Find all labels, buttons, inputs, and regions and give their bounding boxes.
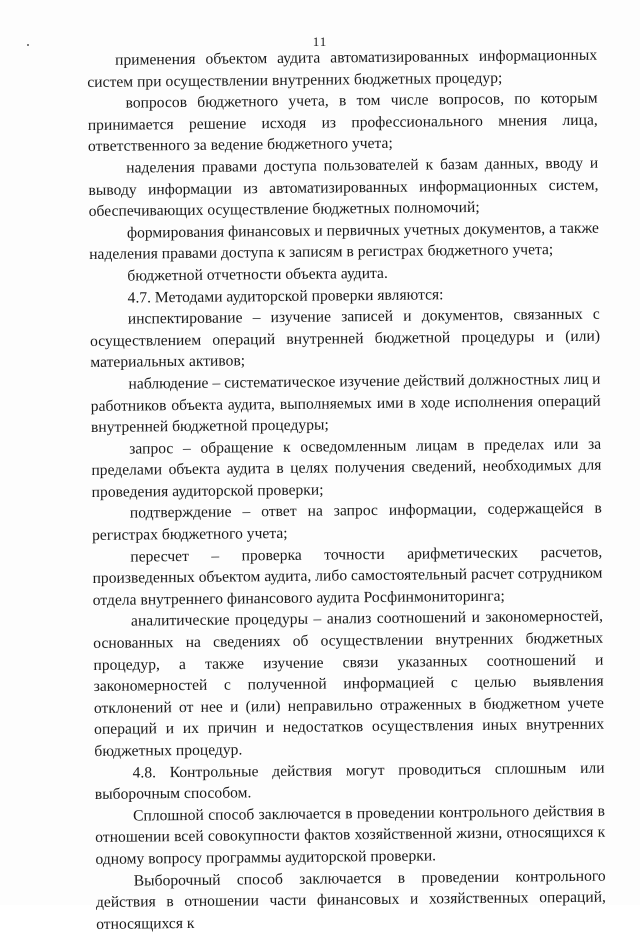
paragraph-3: наделения правами доступа пользователей к базам данных, вводу и выводу информации из автоматизированных информационных систем, обеспечивающих осуществление бюджетных полномочий; bbox=[88, 154, 599, 221]
scan-speck bbox=[27, 44, 29, 46]
paragraph-9: запрос – обращение к осведомленным лицам в пределах или за пределами объекта аудита в целях получения сведений, необходимых для проведения аудиторской проверки; bbox=[91, 435, 602, 501]
paragraph-4: формирования финансовых и первичных учетных документов, а также наделения правами доступа к записям в регистрах бюджетного учета; bbox=[89, 219, 599, 264]
paragraph-7: инспектирование – изучение записей и документов, связанных с осуществлением операций внутренней бюджетной процедуры и (или) материальных активов; bbox=[89, 305, 601, 372]
paragraph-11: пересчет – проверка точности арифметических расчетов, произведенных объектом аудита, либо самостоятельный расчет сотрудником отдела внутреннего финансового аудита Росфинмониторинга; bbox=[92, 543, 603, 609]
paragraph-8: наблюдение – систематическое изучение действий должностных лиц и работников объекта аудита, выполняемых ими в ходе исполнения операций внутренней бюджетной процедуры; bbox=[90, 370, 601, 437]
page-number: 11 bbox=[312, 34, 328, 49]
paragraph-14: Сплошной способ заключается в проведении контрольного действия в отношении всей совокупности фактов хозяйственной жизни, относящихся к одному вопросу программы аудиторской проверки. bbox=[95, 802, 606, 868]
paragraph-13: 4.8. Контрольные действия могут проводиться сплошным или выборочным способом. bbox=[94, 759, 605, 804]
paragraph-5: бюджетной отчетности объекта аудита. bbox=[127, 264, 388, 285]
document-body bbox=[87, 45, 606, 935]
paragraph-12: аналитические процедуры – анализ соотношений и закономерностей, основанных на сведениях об осуществлении внутренних бюджетных процедур, а также изучение связи указанных соотношений и закономерностей с полученной информацией с целью выявления отклонений от нее и (или) неправильно отраженных в бюджетном учете операций и их причин и недостатков осуществления иных внутренних бюджетных процедур. bbox=[93, 608, 605, 760]
paragraph-15: Выборочный способ заключается в проведении контрольного действия в отношении части финансовых и хозяйственных операций, относящихся к bbox=[95, 867, 606, 933]
paragraph-10: подтверждение – ответ на запрос информации, содержащейся в регистрах бюджетного учета; bbox=[91, 500, 602, 545]
paragraph-1: применения объектом аудита автоматизированных информационных систем при осуществлении внутренних бюджетных процедур; bbox=[87, 46, 598, 91]
paragraph-2: вопросов бюджетного учета, в том числе вопросов, по которым принимается решение исходя из профессионального мнения лица, ответственного за ведение бюджетного учета; bbox=[87, 89, 598, 156]
paragraph-6: 4.7. Методами аудиторской проверки являются: bbox=[127, 285, 444, 307]
